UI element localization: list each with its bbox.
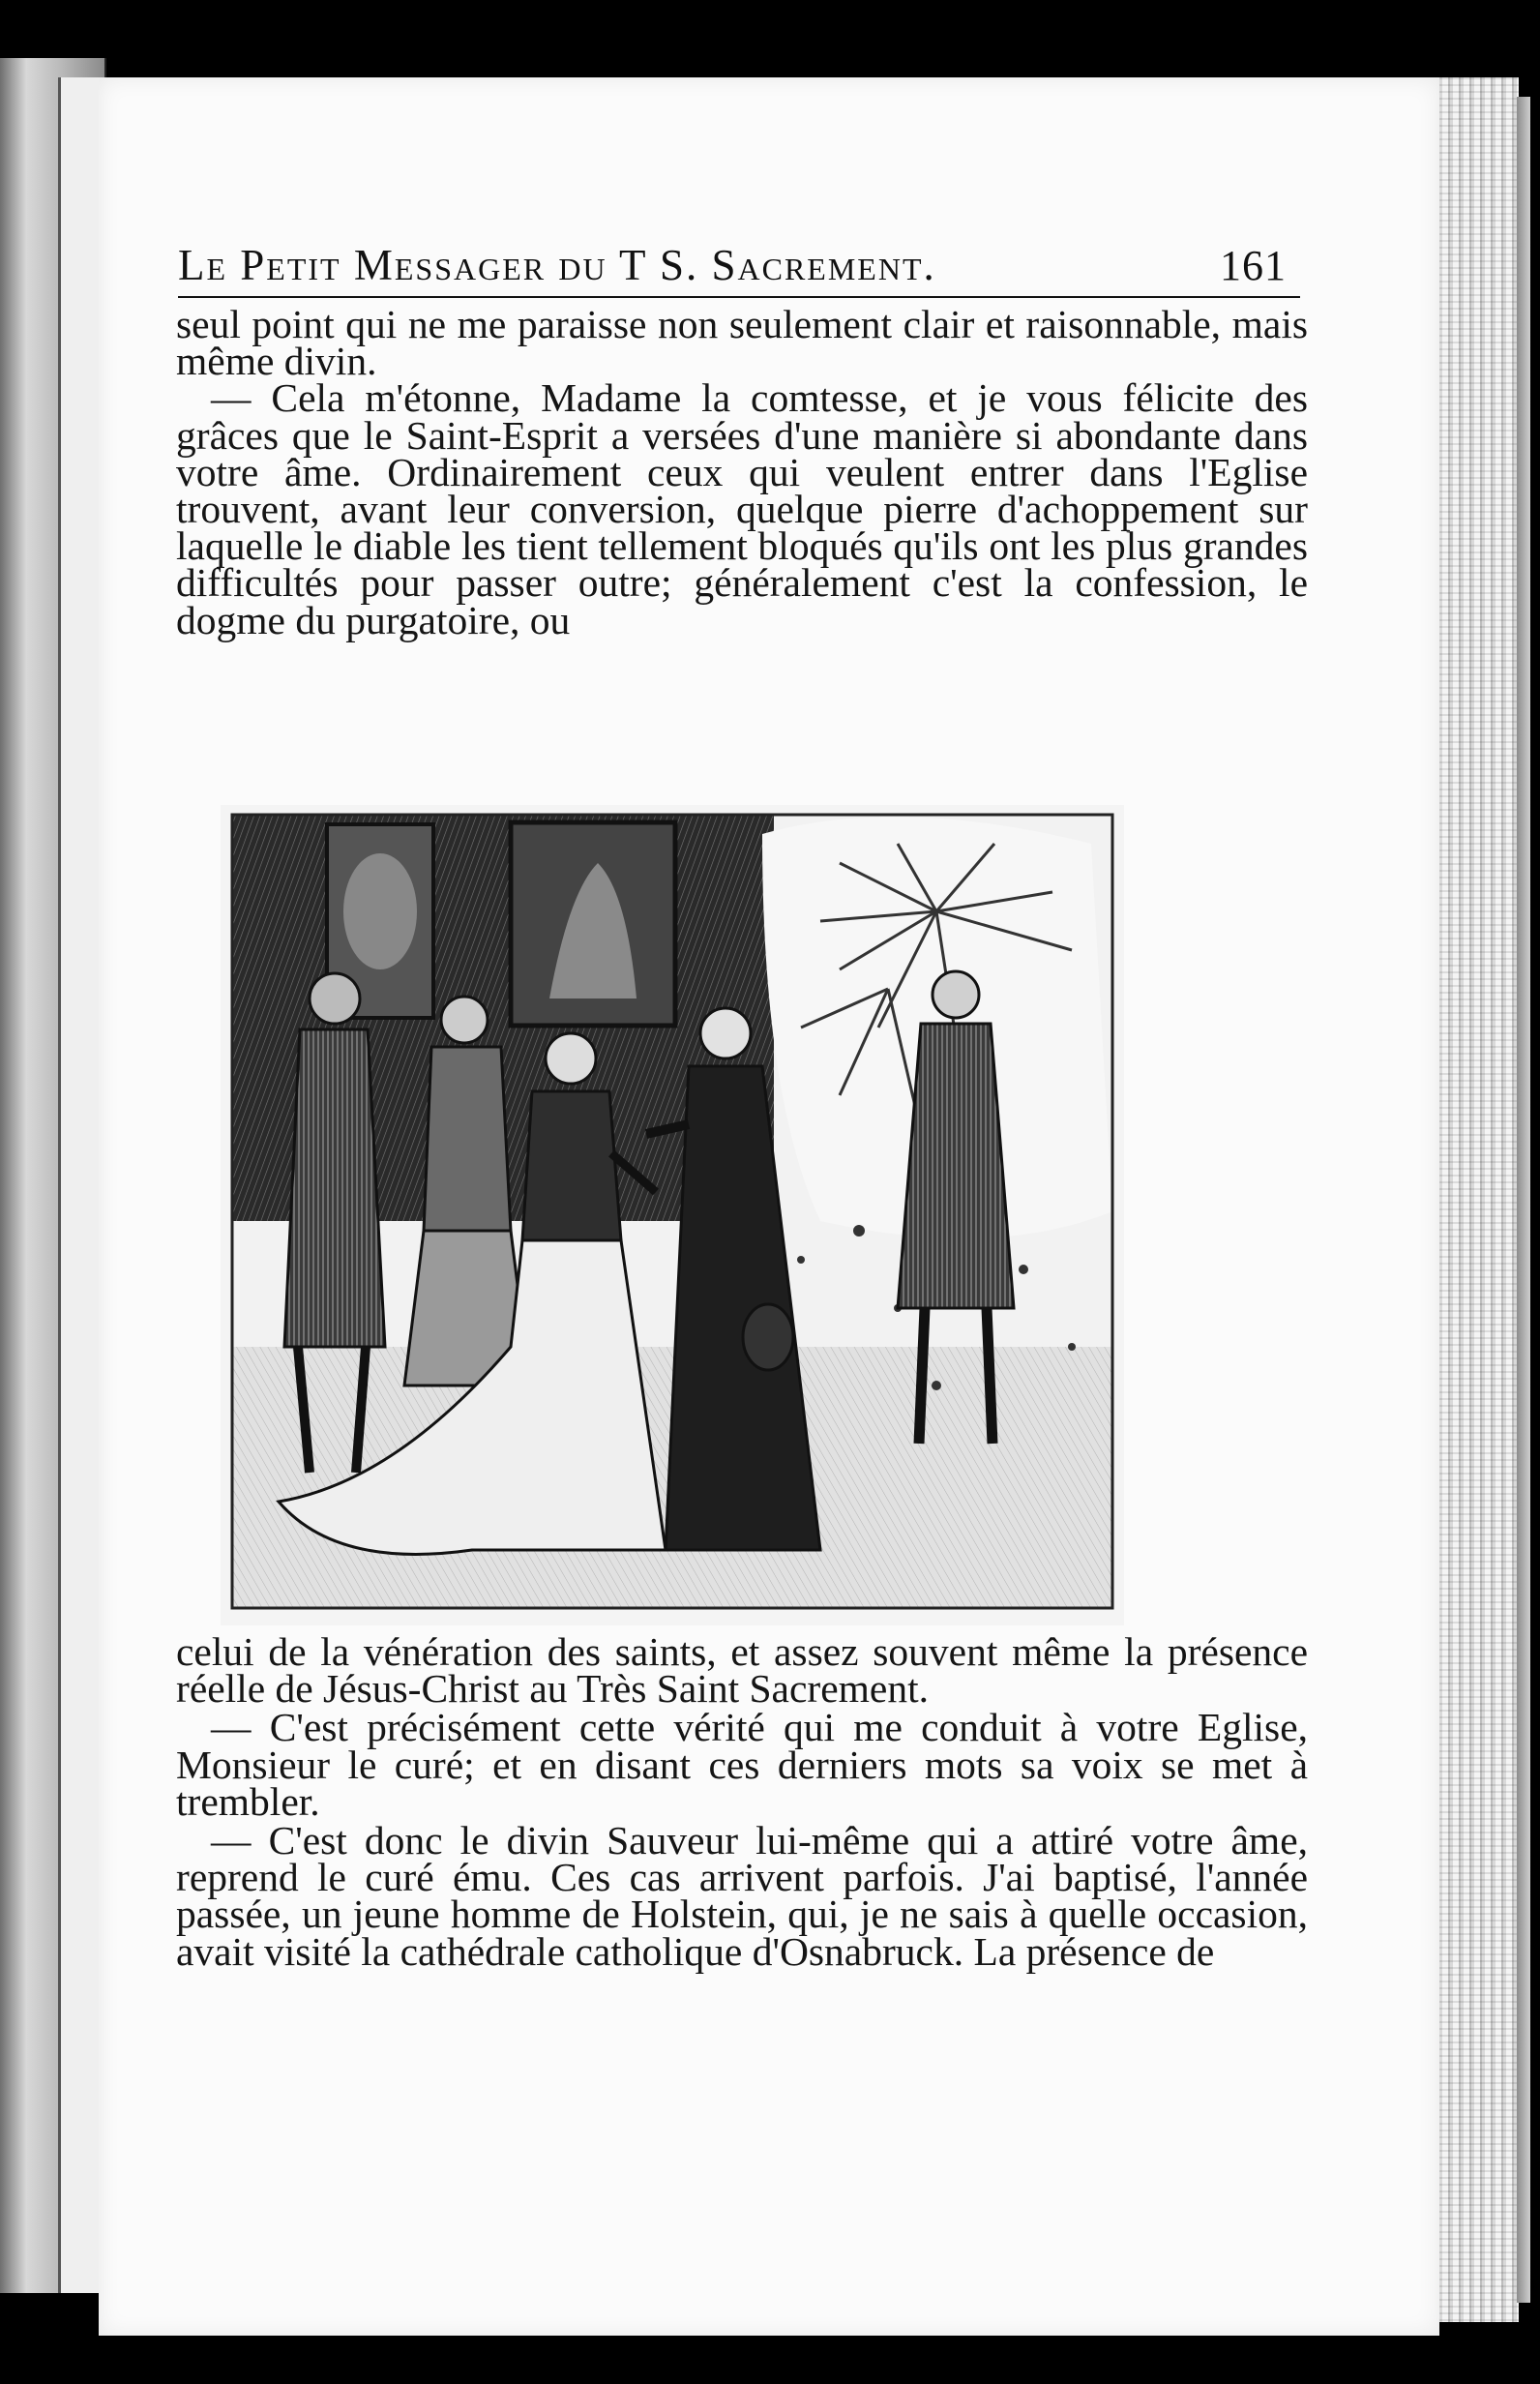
paragraph: — C'est donc le divin Sauveur lui-même qui a attiré votre âme, reprend le curé ému. Ces cas arrivent parfois. J'ai baptisé, l'année passée, un jeune homme de Holstein, qui, je ne sais à quelle occasion, avait visité la cathédrale catholique d'Osnabruck. La présence de bbox=[176, 1818, 1308, 1974]
paragraph: seul point qui ne me paraisse non seulement clair et raisonnable, mais même divin. bbox=[176, 302, 1308, 384]
running-head bbox=[178, 240, 1300, 290]
engraving-drawing bbox=[221, 805, 1124, 1625]
paragraph: — C'est précisément cette vérité qui me conduit à votre Eglise, Monsieur le curé; et en disant ces derniers mots sa voix se met à trembler. bbox=[176, 1705, 1308, 1824]
book-fore-edge bbox=[1517, 97, 1530, 2303]
facing-page-edge bbox=[58, 77, 102, 2293]
paragraph: — Cela m'étonne, Madame la comtesse, et je vous félicite des grâces que le Saint-Esprit a versées d'une manière si abondante dans votre âme. Ordinairement ceux qui veulent entrer dans l'Eglise trouvent, avant leur conversion, quelque pierre d'achoppement sur laquelle le diable les tient tellement bloqués qu'ils ont les plus grandes difficultés pour passer outre; généralement c'est la confession, le dogme du purgatoire, ou bbox=[176, 375, 1308, 642]
page-number: 161 bbox=[1220, 242, 1287, 289]
engraving-illustration bbox=[221, 805, 1124, 1625]
running-title: Le Petit Messager du T S. Sacrement. bbox=[178, 241, 936, 289]
paragraph: celui de la vénération des saints, et assez souvent même la présence réelle de Jésus-Christ au Très Saint Sacrement. bbox=[176, 1629, 1308, 1712]
text-block-top bbox=[176, 302, 1308, 642]
book-page bbox=[99, 77, 1439, 2336]
text-block-bottom bbox=[176, 1629, 1308, 1974]
page-stack-edges bbox=[1437, 77, 1519, 2322]
header-rule bbox=[178, 296, 1300, 298]
